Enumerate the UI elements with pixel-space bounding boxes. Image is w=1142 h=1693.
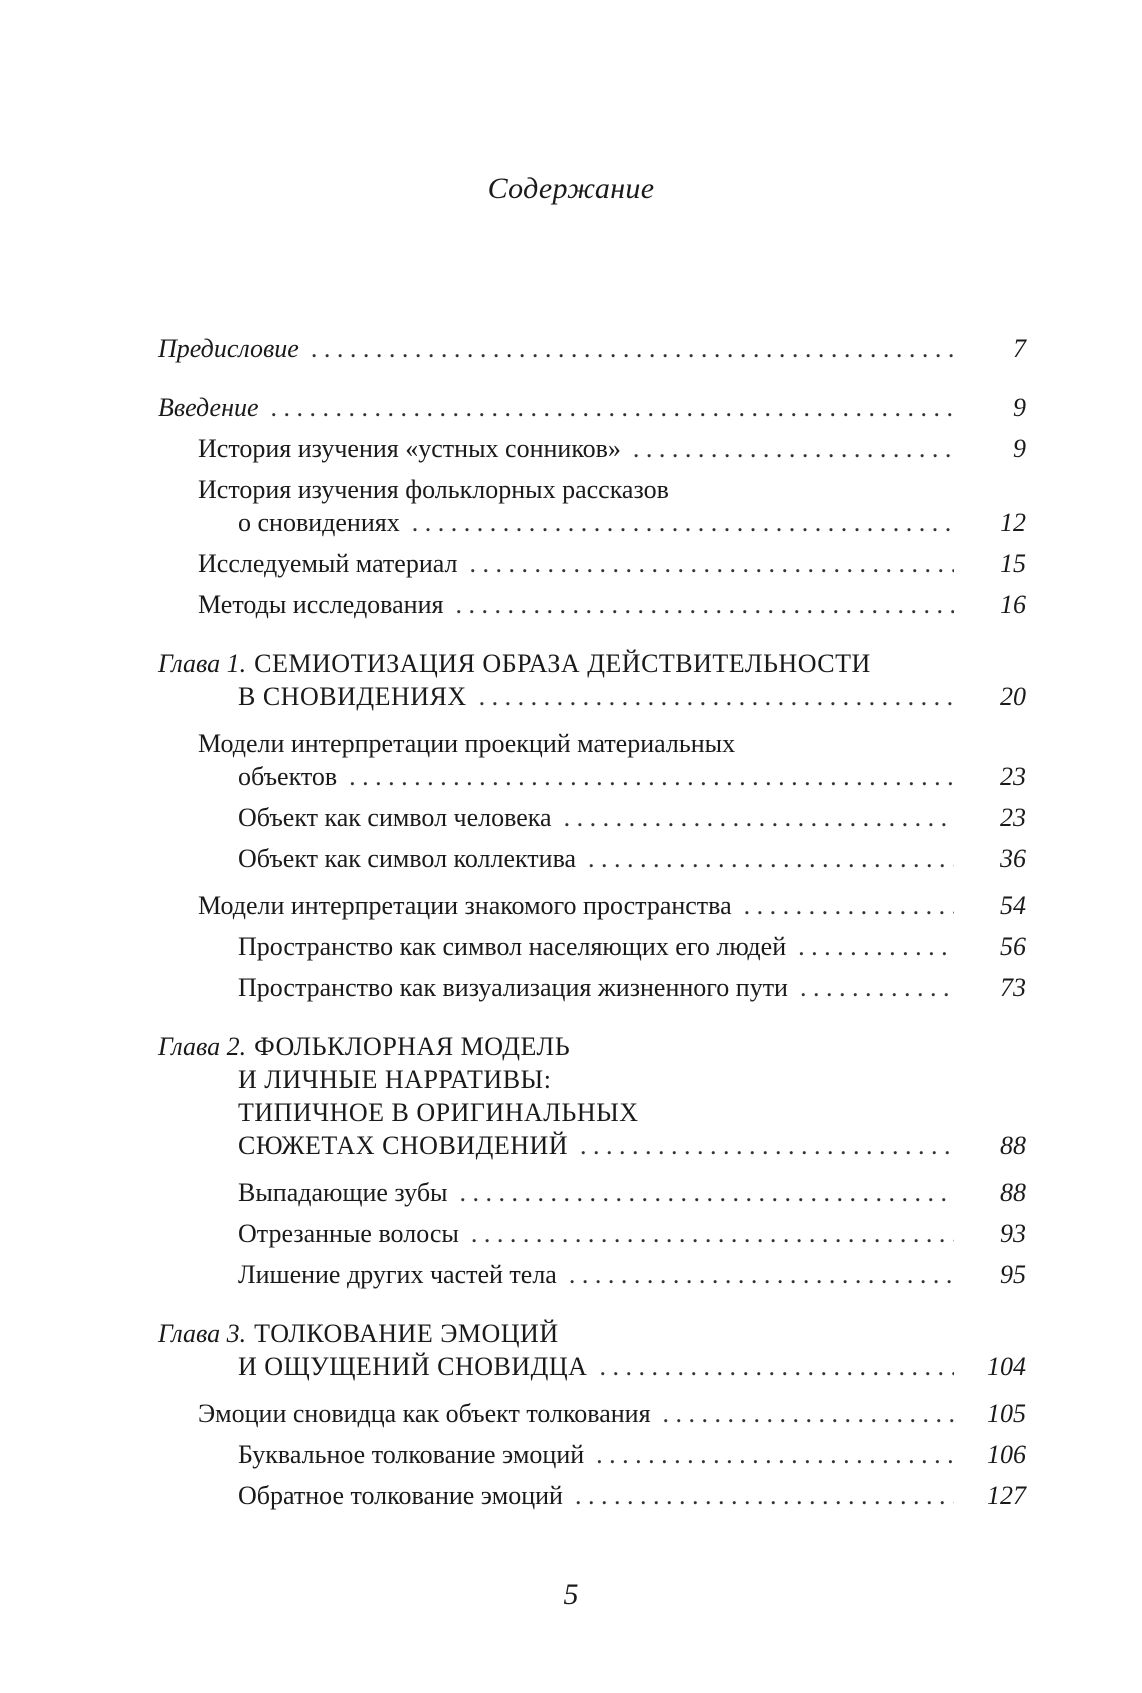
toc-entry-glava3[interactable] (158, 1317, 1026, 1383)
table-of-contents (158, 332, 1026, 1512)
toc-entry-label-continued: объектов (238, 762, 338, 791)
dot-leader (412, 506, 954, 539)
dot-leader (596, 1438, 954, 1471)
toc-entry-label: Пространство как символ населяющих его людей (238, 932, 787, 961)
toc-page-number: 105 (987, 1399, 1026, 1428)
toc-page-number: 16 (1000, 590, 1026, 619)
dot-leader (663, 1397, 954, 1430)
toc-entry-label-continued: ТИПИЧНОЕ В ОРИГИНАЛЬНЫХ (238, 1098, 639, 1127)
toc-entry-label-continued: И ОЩУЩЕНИЙ СНОВИДЦА (238, 1352, 588, 1381)
dot-leader (580, 1129, 954, 1162)
chapter-prefix: Глава 3. (158, 1319, 247, 1348)
toc-page-number: 23 (1000, 803, 1026, 832)
toc-entry-label: ФОЛЬКЛОРНАЯ МОДЕЛЬ (254, 1032, 571, 1061)
dot-leader (798, 930, 954, 963)
toc-entry-label: Эмоции сновидца как объект толкования (198, 1399, 651, 1428)
toc-entry-modeli-prostranstva[interactable] (198, 889, 1026, 922)
toc-entry-bukvalnoe[interactable] (238, 1438, 1026, 1471)
toc-page-number: 15 (1000, 549, 1026, 578)
toc-entry-label: Объект как символ коллектива (238, 844, 577, 873)
toc-page-number: 88 (1000, 1131, 1026, 1160)
toc-entry-label: Буквальное толкование эмоций (238, 1440, 585, 1469)
toc-entry-emocii-obekt[interactable] (198, 1397, 1026, 1430)
toc-entry-metody[interactable] (198, 588, 1026, 621)
dot-leader (800, 971, 954, 1004)
toc-entry-label-continued: о сновидениях (238, 508, 400, 537)
toc-entry-prostranstvo-lyudi[interactable] (238, 930, 1026, 963)
toc-entry-obekt-chelovek[interactable] (238, 801, 1026, 834)
dot-leader (349, 760, 954, 793)
toc-entry-obratnoe[interactable] (238, 1479, 1026, 1512)
toc-entry-label: Лишение других частей тела (238, 1260, 557, 1289)
toc-entry-istoriya-rasskazov[interactable] (198, 473, 1026, 539)
toc-entry-label-continued: И ЛИЧНЫЕ НАРРАТИВЫ: (238, 1065, 552, 1094)
dot-leader (455, 588, 954, 621)
toc-page-number: 12 (1000, 508, 1026, 537)
toc-entry-label: Предисловие (158, 334, 299, 363)
dot-leader (575, 1479, 954, 1512)
dot-leader (311, 332, 954, 365)
toc-entry-volosy[interactable] (238, 1217, 1026, 1250)
toc-page-number: 36 (1000, 844, 1026, 873)
toc-entry-zuby[interactable] (238, 1176, 1026, 1209)
toc-page-number: 93 (1000, 1219, 1026, 1248)
dot-leader (471, 1217, 954, 1250)
chapter-prefix: Глава 1. (158, 649, 247, 678)
toc-page-number: 9 (1013, 434, 1026, 463)
toc-entry-label: Модели интерпретации знакомого пространства (198, 891, 732, 920)
toc-entry-predislovie[interactable] (158, 332, 1026, 365)
toc-entry-material[interactable] (198, 547, 1026, 580)
toc-entry-label: Пространство как визуализация жизненного пути (238, 973, 788, 1002)
dot-leader (460, 1176, 954, 1209)
toc-page-number: 106 (987, 1440, 1026, 1469)
toc-entry-label: Выпадающие зубы (238, 1178, 448, 1207)
toc-entry-label: Модели интерпретации проекций материальных (198, 729, 736, 758)
dot-leader (470, 547, 955, 580)
toc-entry-label: Исследуемый материал (198, 549, 458, 578)
toc-entry-glava1[interactable] (158, 647, 1026, 713)
toc-entry-label-continued: В СНОВИДЕНИЯХ (238, 682, 467, 711)
dot-leader (569, 1258, 954, 1291)
toc-entry-label: История изучения фольклорных рассказов (198, 475, 669, 504)
toc-entry-glava2[interactable] (158, 1030, 1026, 1162)
toc-page-number: 56 (1000, 932, 1026, 961)
toc-page-number: 7 (1013, 334, 1026, 363)
chapter-prefix: Глава 2. (158, 1032, 247, 1061)
page-title: Содержание (487, 172, 655, 205)
toc-entry-modeli-obektov[interactable] (198, 727, 1026, 793)
toc-entry-label-continued: СЮЖЕТАХ СНОВИДЕНИЙ (238, 1131, 569, 1160)
dot-leader (271, 391, 954, 424)
toc-page-number: 95 (1000, 1260, 1026, 1289)
toc-page-number: 104 (987, 1352, 1026, 1381)
toc-entry-label: Методы исследования (198, 590, 444, 619)
toc-entry-obekt-kollektiv[interactable] (238, 842, 1026, 875)
dot-leader (744, 889, 954, 922)
toc-page-number: 54 (1000, 891, 1026, 920)
page-number-footer: 5 (563, 1578, 579, 1611)
toc-entry-label: СЕМИОТИЗАЦИЯ ОБРАЗА ДЕЙСТВИТЕЛЬНОСТИ (254, 649, 871, 678)
dot-leader (588, 842, 954, 875)
toc-page-number: 23 (1000, 762, 1026, 791)
toc-entry-label: ТОЛКОВАНИЕ ЭМОЦИЙ (254, 1319, 559, 1348)
toc-page-number: 73 (1000, 973, 1026, 1002)
toc-entry-label: Обратное толкование эмоций (238, 1481, 563, 1510)
toc-entry-vvedenie[interactable] (158, 391, 1026, 424)
toc-page-number: 9 (1013, 393, 1026, 422)
toc-page-number: 20 (1000, 682, 1026, 711)
toc-entry-label: Отрезанные волосы (238, 1219, 459, 1248)
dot-leader (633, 432, 954, 465)
toc-page-number: 88 (1000, 1178, 1026, 1207)
toc-entry-istoriya-sonnikov[interactable] (198, 432, 1026, 465)
dot-leader (479, 680, 954, 713)
dot-leader (599, 1350, 954, 1383)
dot-leader (564, 801, 954, 834)
toc-entry-label: История изучения «устных сонников» (198, 434, 621, 463)
toc-entry-label: Объект как символ человека (238, 803, 552, 832)
toc-entry-chasti-tela[interactable] (238, 1258, 1026, 1291)
toc-entry-label: Введение (158, 393, 259, 422)
toc-entry-prostranstvo-put[interactable] (238, 971, 1026, 1004)
toc-page-number: 127 (987, 1481, 1026, 1510)
